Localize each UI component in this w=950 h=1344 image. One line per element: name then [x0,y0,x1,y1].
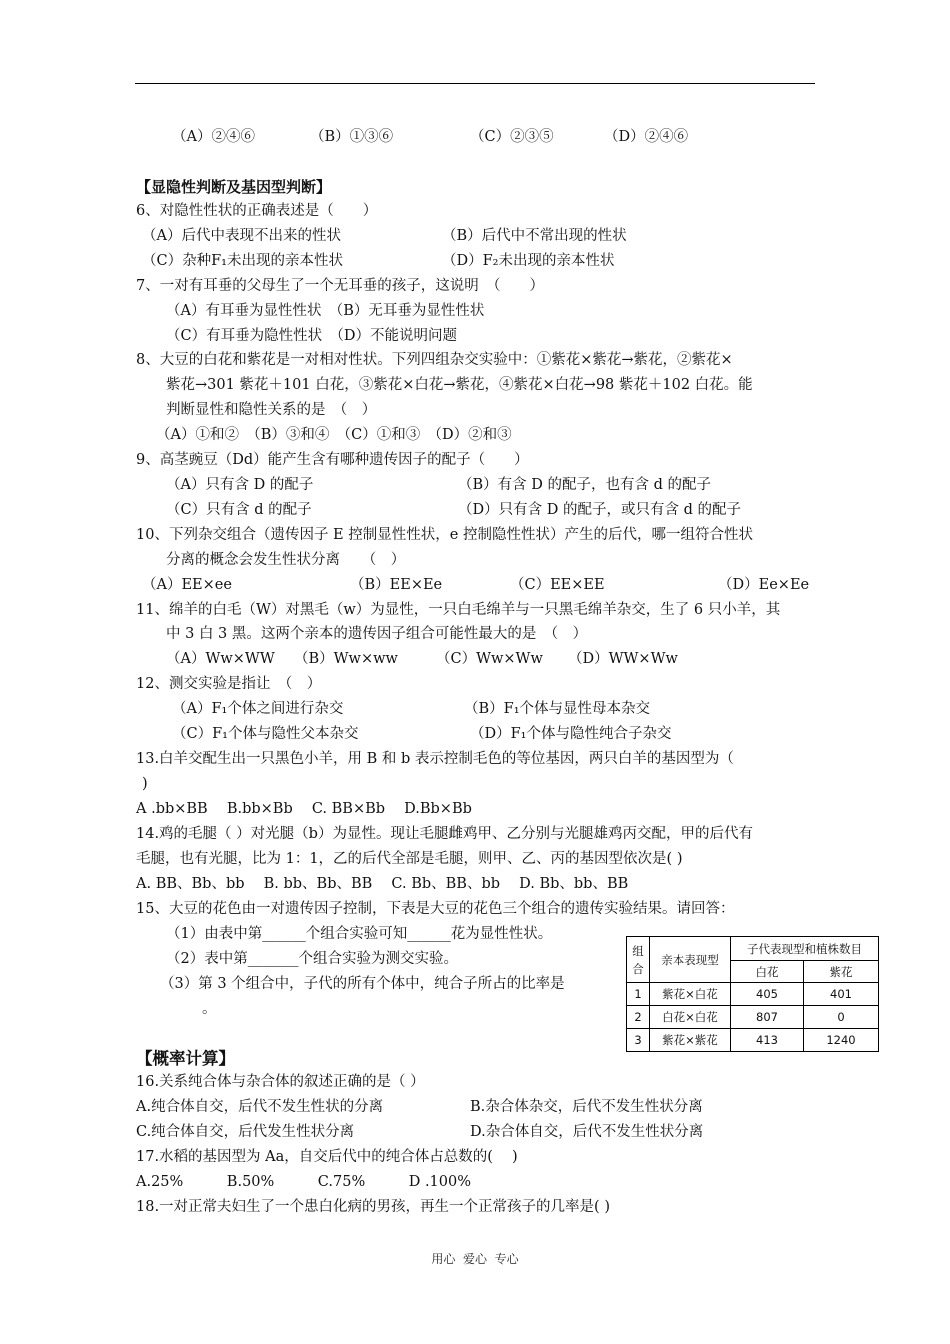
table-header-parents: 亲本表现型 [650,937,731,983]
table-cell-white: 413 [731,1029,804,1052]
q11-option-b: （B）Ww×ww [294,651,398,667]
q16-option-b: B.杂合体杂交，后代不发生性状分离 [470,1099,703,1115]
q6-option-d: （D）F₂未出现的亲本性状 [442,253,615,269]
q9-stem: 9、高茎豌豆（Dd）能产生含有哪种遗传因子的配子（ ） [136,452,529,468]
q16-option-a: A.纯合体自交，后代不发生性状的分离 [136,1099,384,1115]
section-title-dominance: 【显隐性判断及基因型判断】 [136,178,332,196]
q15-sub3: （3）第 3 个组合中，子代的所有个体中，纯合子所占的比率是 [160,976,565,992]
q12-option-a: （A）F₁个体之间进行杂交 [172,701,344,717]
q7-options-row1: （A）有耳垂为显性性状 （B）无耳垂为显性性状 [166,303,485,319]
option-a: （A）②④⑥ [172,129,255,145]
q11-line2: 中 3 白 3 黑。这两个亲本的遗传因子组合可能性最大的是 （ ） [166,626,588,642]
q6-option-b: （B）后代中不常出现的性状 [442,228,627,244]
table-cell-no: 2 [627,1006,650,1029]
q15-sub1: （1）由表中第______个组合实验可知______花为显性性状。 [166,926,553,942]
q6-option-c: （C）杂种F₁未出现的亲本性状 [142,253,343,269]
table-row [627,1006,879,1029]
q12-option-c: （C）F₁个体与隐性父本杂交 [172,726,359,742]
q11-option-d: （D）WW×Ww [568,651,678,667]
q16-option-c: C.纯合体自交，后代发生性状分离 [136,1124,355,1140]
q9-option-b: （B）有含 D 的配子，也有含 d 的配子 [458,477,711,493]
table-row [627,983,879,1006]
table-header-group: 组合 [627,937,650,983]
q13-options: A .bb×BB B.bb×Bb C. BB×Bb D.Bb×Bb [136,801,472,817]
q14-line1: 14.鸡的毛腿（ ）对光腿（b）为显性。现让毛腿雌鸡甲、乙分别与光腿雄鸡丙交配，甲的后代有 [136,826,753,842]
table-cell-no: 3 [627,1029,650,1052]
table-cell-white: 405 [731,983,804,1006]
q10-option-b: （B）EE×Ee [350,577,443,593]
section-title-probability: 【概率计算】 [136,1049,235,1068]
q13-line1: 13.白羊交配生出一只黑色小羊，用 B 和 b 表示控制毛色的等位基因，两只白羊的基因型为（ [136,751,734,767]
table-cell-purple: 401 [804,983,879,1006]
q8-line2: 紫花→301 紫花＋101 白花，③紫花×白花→紫花，④紫花×白花→98 紫花＋102 白花。能 [166,377,753,393]
table-cell-white: 807 [731,1006,804,1029]
table-header-white: 白花 [731,961,804,983]
q10-line2: 分离的概念会发生性状分离 （ ） [166,552,406,568]
q9-option-a: （A）只有含 D 的配子 [166,477,314,493]
q12-option-d: （D）F₁个体与隐性纯合子杂交 [470,726,672,742]
table-row [627,1029,879,1052]
table-header-offspring: 子代表现型和植株数目 [731,937,879,961]
table-cell-purple: 0 [804,1006,879,1029]
q8-line1: 8、大豆的白花和紫花是一对相对性状。下列四组杂交实验中：①紫花×紫花→紫花，②紫花× [136,352,733,368]
q8-line3: 判断显性和隐性关系的是 （ ） [166,402,377,418]
q7-stem: 7、一对有耳垂的父母生了一个无耳垂的孩子，这说明 （ ） [136,278,544,294]
option-d: （D）②④⑥ [604,129,689,145]
flower-color-table [626,936,879,1052]
q11-option-c: （C）Ww×Ww [436,651,543,667]
q15-sub3-end: 。 [202,1001,217,1017]
q10-option-d: （D）Ee×Ee [718,577,810,593]
q7-options-row2: （C）有耳垂为隐性性状 （D）不能说明问题 [166,328,457,344]
option-b: （B）①③⑥ [310,129,394,145]
q8-options: （A）①和② （B）③和④ （C）①和③ （D）②和③ [156,427,512,443]
q10-line1: 10、下列杂交组合（遗传因子 E 控制显性性状，e 控制隐性性状）产生的后代，哪一组符合性状 [136,527,753,543]
table-cell-parents: 紫花×白花 [650,983,731,1006]
header-rule [135,83,815,84]
q14-options: A. BB、Bb、bb B. bb、Bb、BB C. Bb、BB、bb D. Bb、bb、BB [136,876,629,892]
q11-line1: 11、绵羊的白毛（W）对黑毛（w）为显性，一只白毛绵羊与一只黑毛绵羊杂交，生了 6 只小羊，其 [136,602,781,618]
q12-option-b: （B）F₁个体与显性母本杂交 [464,701,651,717]
page-footer: 用心 爱心 专心 [431,1252,519,1266]
q10-option-a: （A）EE×ee [142,577,232,593]
q13-line2: ) [142,776,148,792]
q6-stem: 6、对隐性性状的正确表述是（ ） [136,203,378,219]
q6-option-a: （A）后代中表现不出来的性状 [142,228,341,244]
q10-option-c: （C）EE×EE [510,577,605,593]
q16-stem: 16.关系纯合体与杂合体的叙述正确的是（ ） [136,1074,425,1090]
q11-option-a: （A）Ww×WW [166,651,275,667]
table-cell-no: 1 [627,983,650,1006]
q14-line2: 毛腿，也有光腿，比为 1：1，乙的后代全部是毛腿，则甲、乙、丙的基因型依次是( ) [136,851,683,867]
q18-stem: 18.一对正常夫妇生了一个患白化病的男孩，再生一个正常孩子的几率是( ) [136,1199,610,1215]
q17-options: A.25% B.50% C.75% D .100% [136,1174,472,1190]
q15-stem: 15、大豆的花色由一对遗传因子控制，下表是大豆的花色三个组合的遗传实验结果。请回答： [136,901,735,917]
q17-stem: 17.水稻的基因型为 Aa，自交后代中的纯合体占总数的( ) [136,1149,518,1165]
q15-sub2: （2）表中第_______个组合实验为测交实验。 [166,951,458,967]
q9-option-d: （D）只有含 D 的配子，或只有含 d 的配子 [458,502,741,518]
q12-stem: 12、测交实验是指让 （ ） [136,676,322,692]
q16-option-d: D.杂合体自交，后代不发生性状分离 [470,1124,704,1140]
table-cell-purple: 1240 [804,1029,879,1052]
q9-option-c: （C）只有含 d 的配子 [166,502,312,518]
option-c: （C）②③⑤ [470,129,554,145]
table-cell-parents: 紫花×紫花 [650,1029,731,1052]
table-cell-parents: 白花×白花 [650,1006,731,1029]
table-header-purple: 紫花 [804,961,879,983]
